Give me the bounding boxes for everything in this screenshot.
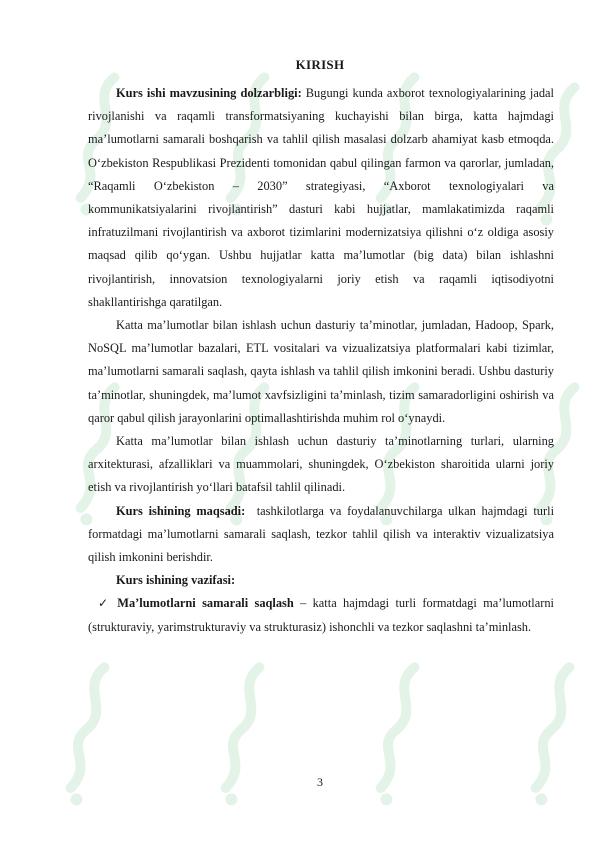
intro-lead: Kurs ishi mavzusining dolzarbligi: [116, 86, 302, 100]
watermark-mark-icon [510, 656, 592, 814]
task-item [88, 592, 554, 638]
checkmark-icon: ✓ [98, 596, 112, 611]
tasks-heading: Kurs ishining vazifasi: [116, 573, 236, 588]
watermark-mark-icon [45, 656, 127, 814]
page-heading: KIRISH [295, 57, 345, 72]
software-paragraph: Katta ma’lumotlar bilan ishlash uchun dasturiy ta’minotlar, jumladan, Hadoop, Spark, NoSQL ma’lumotlar bazalari, ETL vositalari va vizualizatsiya platformalari kabi tizimlar, ma’lumotlarni samarali saqlash, qayta ishlash va tahlil qilish imkonini beradi. Ushbu dasturiy ta’minotlar, shuningdek, ma’lumot xavfsizligini ta’minlash, tizim samaradorligini oshirish va qaror qabul qilish jarayonlarini optimallashtirishda muhim rol o‘ynaydi. [88, 318, 554, 425]
watermark-mark-icon [355, 656, 437, 814]
goal-text: tashkilotlarga va foydalanuvchilarga ulkan hajmdagi turli formatdagi ma’lumotlarni samarali saqlash, tezkor tahlil qilish va interaktiv vizualizatsiya qilish imkonini berishdir. [88, 503, 555, 565]
intro-paragraph [88, 82, 554, 314]
task-lead: Ma’lumotlarni samarali saqlash [117, 596, 294, 611]
watermark-mark-icon [200, 656, 282, 814]
body-text [88, 82, 554, 639]
intro-text: Bugungi kunda axborot texnologiyalarining jadal rivojlanishi va raqamli transformatsiyaning kuchayishi bilan birga, katta hajmdagi ma’lumotlarni samarali boshqarish va tahlil qilish masalasi dolzarb ahamiyat kasb etmoqda. O‘zbekiston Respublikasi Prezidenti tomonidan qabul qilingan farmon va qarorlar, jumladan, “Raqamli O‘zbekiston – 2030” strategiyasi, “Axborot texnologiyalari va kommunikatsiyalarini rivojlantirish” dasturi kabi hujjatlar, mamlakatimizda raqamli infratuzilmani rivojlantirish va axborot tizimlarini modernizatsiya qilishni o‘z oldiga asosiy maqsad qilib qo‘ygan. Ushbu hujjatlar katta ma’lumotlar (big data) bilan ishlashni rivojlantirish, innovatsion texnologiyalarni joriy etish va raqamli iqtisodiyotni shakllantirishga qaratilgan. [88, 86, 555, 309]
analysis-paragraph: Katta ma’lumotlar bilan ishlash uchun dasturiy ta’minotlarning turlari, ularning arxitekturasi, afzalliklari va muammolari, shuningdek, O‘zbekiston sharoitida ularni joriy etish va rivojlantirish yo‘llari batafsil tahlil qilinadi. [88, 434, 554, 495]
task-text: – katta hajmdagi turli formatdagi ma’lumotlarni (strukturaviy, yarimstrukturaviy va strukturasiz) ishonchli va tezkor saqlashni ta’minlash. [88, 596, 554, 634]
page-number: 3 [317, 775, 323, 789]
goal-paragraph [88, 500, 554, 570]
goal-lead: Kurs ishining maqsadi: [116, 503, 246, 518]
